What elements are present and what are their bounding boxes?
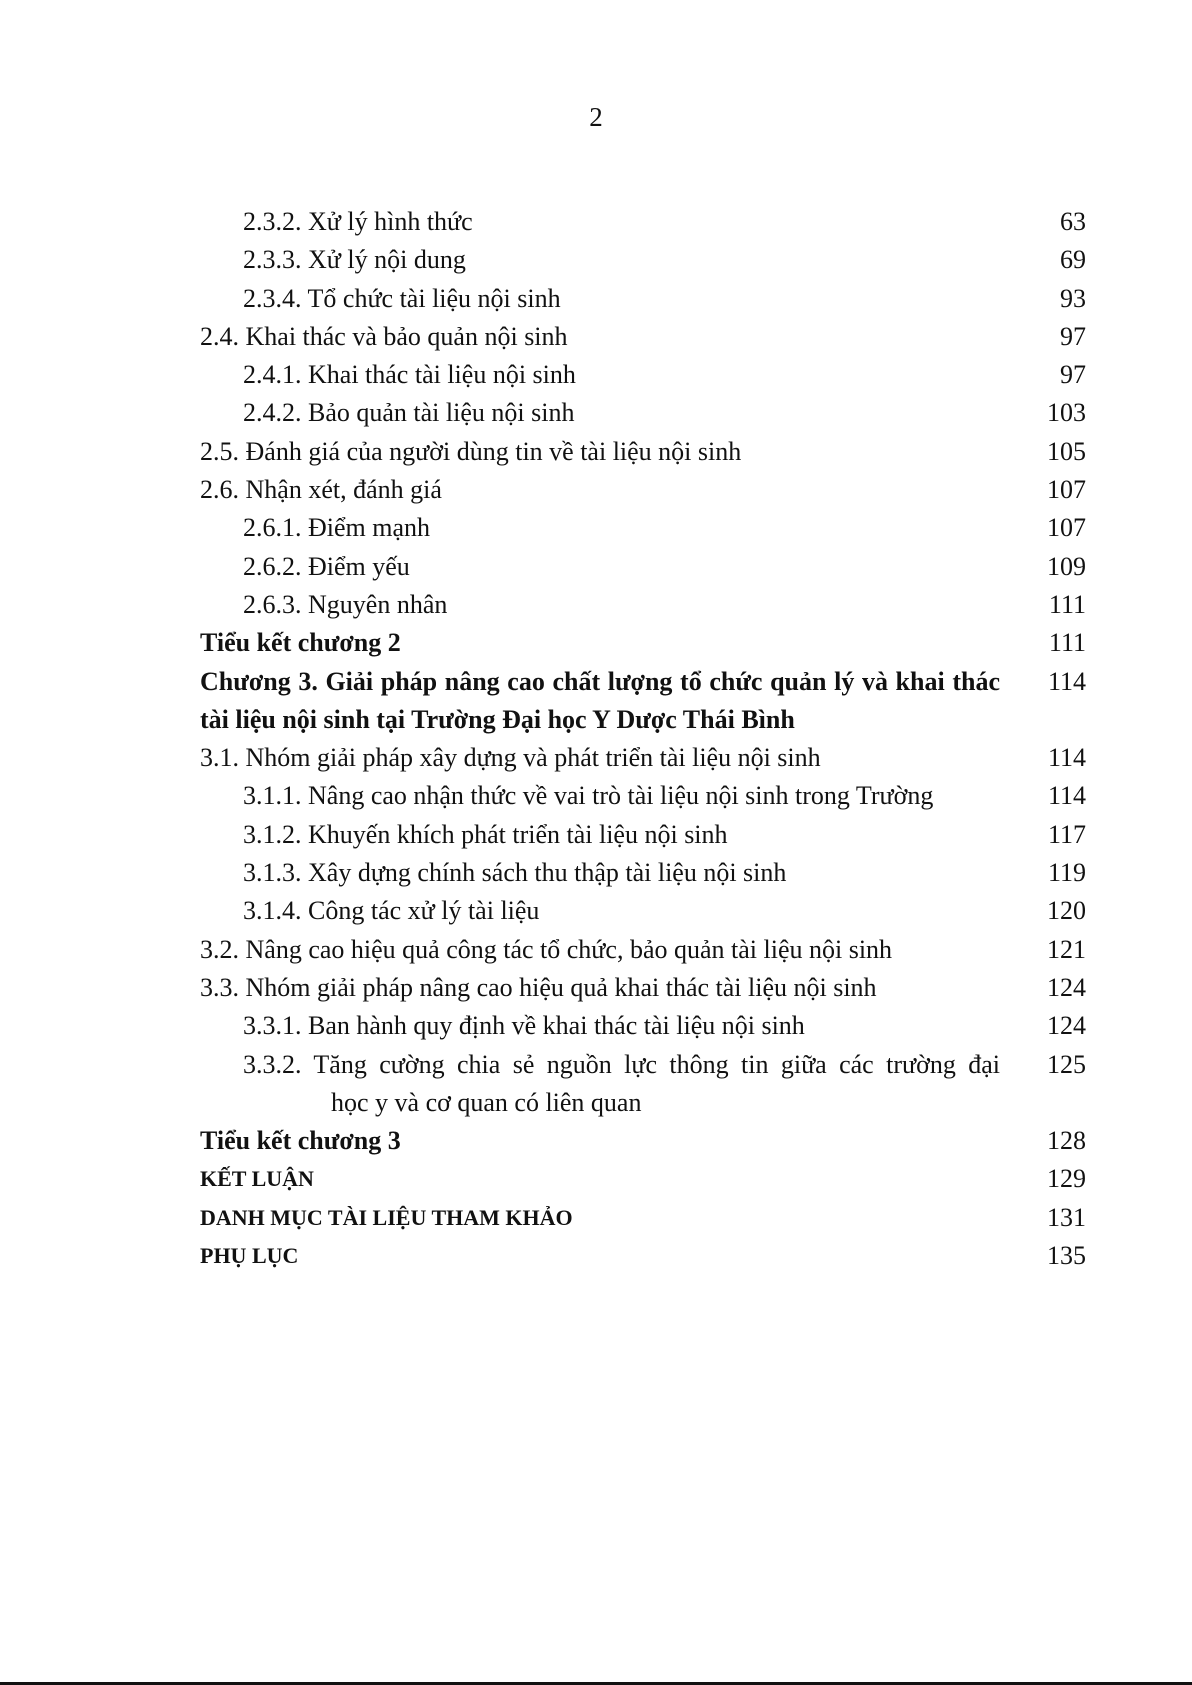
page-number: 2 bbox=[589, 102, 603, 132]
toc-entry-title: Tiểu kết chương 3 bbox=[200, 1126, 401, 1156]
toc-entry-2-3-3[interactable] bbox=[200, 241, 1086, 279]
toc-entry-page: 63 bbox=[1060, 207, 1086, 236]
toc-entry-page: 121 bbox=[1047, 934, 1086, 964]
toc-entry-2-4[interactable] bbox=[200, 318, 1086, 356]
toc-entry-page: 103 bbox=[1047, 398, 1086, 428]
toc-entry-references[interactable] bbox=[200, 1199, 1086, 1237]
toc-entry-title: 2.3.4. Tổ chức tài liệu nội sinh bbox=[243, 283, 561, 313]
toc-entry-page: 107 bbox=[1047, 475, 1086, 505]
toc-entry-page: 107 bbox=[1047, 513, 1086, 543]
toc-entry-page: 109 bbox=[1047, 551, 1086, 581]
toc-entry-page: 114 bbox=[1047, 743, 1086, 773]
toc-entry-title: 3.1.1. Nâng cao nhận thức về vai trò tài liệu nội sinh trong Trường bbox=[243, 781, 934, 811]
toc-entry-chapter-3-summary[interactable] bbox=[200, 1122, 1086, 1160]
toc-entry-page: 93 bbox=[1060, 283, 1086, 313]
toc-entry-title: DANH MỤC TÀI LIỆU THAM KHẢO bbox=[200, 1204, 573, 1230]
toc-entry-2-6-2[interactable] bbox=[200, 548, 1086, 586]
toc-entry-3-1-2[interactable] bbox=[200, 816, 1086, 854]
toc-entry-title: 2.3.2. Xử lý hình thức bbox=[243, 207, 473, 236]
toc-entry-2-6-1[interactable] bbox=[200, 509, 1086, 547]
toc-entry-title: 2.4. Khai thác và bảo quản nội sinh bbox=[200, 321, 568, 351]
toc-entry-3-1-4[interactable] bbox=[200, 892, 1086, 930]
toc-entry-3-1-3[interactable] bbox=[200, 854, 1086, 892]
toc-entry-2-4-2[interactable] bbox=[200, 394, 1086, 432]
toc-entry-title: 3.1. Nhóm giải pháp xây dựng và phát triển tài liệu nội sinh bbox=[200, 743, 821, 773]
toc-entry-conclusion[interactable] bbox=[200, 1160, 1086, 1198]
toc-entry-2-3-4[interactable] bbox=[200, 280, 1086, 318]
toc-entry-page: 119 bbox=[1047, 858, 1086, 888]
toc-entry-page: 125 bbox=[1047, 1049, 1086, 1079]
toc-entry-title: 2.6.3. Nguyên nhân bbox=[243, 589, 448, 619]
toc-entry-page: 114 bbox=[1047, 781, 1086, 811]
toc-entry-title: PHỤ LỤC bbox=[200, 1243, 299, 1269]
toc-entry-3-1[interactable] bbox=[200, 739, 1086, 777]
toc-entry-3-3[interactable] bbox=[200, 969, 1086, 1007]
toc-entry-page: 124 bbox=[1047, 972, 1086, 1002]
toc-entry-chapter-2-summary[interactable] bbox=[200, 624, 1086, 662]
toc-entry-page: 114 bbox=[1047, 666, 1086, 696]
toc-entry-page: 111 bbox=[1048, 589, 1086, 619]
toc-entry-title: 2.5. Đánh giá của người dùng tin về tài liệu nội sinh bbox=[200, 436, 742, 466]
toc-entry-title bbox=[200, 1046, 1016, 1123]
toc-entry-2-6-3[interactable] bbox=[200, 586, 1086, 624]
toc-entry-title: 2.6. Nhận xét, đánh giá bbox=[200, 475, 442, 505]
toc-entry-title: 3.3.1. Ban hành quy định về khai thác tài liệu nội sinh bbox=[243, 1011, 805, 1041]
toc-entry-title: 3.1.3. Xây dựng chính sách thu thập tài liệu nội sinh bbox=[243, 858, 787, 888]
toc-entry-title: 2.4.2. Bảo quản tài liệu nội sinh bbox=[243, 398, 575, 428]
toc-entry-page: 128 bbox=[1047, 1126, 1086, 1156]
toc-entry-page: 111 bbox=[1048, 628, 1086, 658]
toc-entry-title: KẾT LUẬN bbox=[200, 1166, 314, 1192]
toc-entry-3-1-1[interactable] bbox=[200, 777, 1086, 815]
toc-entry-title: 2.4.1. Khai thác tài liệu nội sinh bbox=[243, 360, 576, 390]
toc-entry-appendix[interactable] bbox=[200, 1237, 1086, 1275]
table-of-contents bbox=[200, 203, 1086, 1275]
toc-entry-page: 124 bbox=[1047, 1011, 1086, 1041]
toc-entry-title: 2.6.1. Điểm mạnh bbox=[243, 513, 431, 543]
toc-entry-2-5[interactable] bbox=[200, 433, 1086, 471]
toc-entry-page: 69 bbox=[1060, 245, 1086, 275]
toc-entry-chapter-3[interactable] bbox=[200, 663, 1086, 740]
toc-entry-title: 3.3. Nhóm giải pháp nâng cao hiệu quả khai thác tài liệu nội sinh bbox=[200, 972, 877, 1002]
toc-entry-2-6[interactable] bbox=[200, 471, 1086, 509]
toc-entry-page: 120 bbox=[1047, 896, 1086, 926]
toc-entry-title: 3.1.4. Công tác xử lý tài liệu bbox=[243, 896, 540, 926]
toc-entry-2-3-2[interactable] bbox=[200, 203, 1086, 241]
toc-entry-title: Tiểu kết chương 2 bbox=[200, 628, 401, 658]
toc-entry-title: 2.6.2. Điểm yếu bbox=[243, 551, 410, 581]
toc-entry-title: Chương 3. Giải pháp nâng cao chất lượng tổ chức quản lý và khai thác tài liệu nội sinh tại Trường Đại học Y Dược Thái Bình bbox=[200, 666, 1000, 734]
toc-entry-page: 129 bbox=[1047, 1164, 1086, 1194]
toc-entry-title-line-2: học y và cơ quan có liên quan bbox=[331, 1087, 642, 1117]
toc-entry-2-4-1[interactable] bbox=[200, 356, 1086, 394]
toc-entry-page: 105 bbox=[1047, 436, 1086, 466]
toc-entry-page: 117 bbox=[1047, 819, 1086, 849]
toc-entry-title: 2.3.3. Xử lý nội dung bbox=[243, 245, 466, 275]
toc-entry-3-3-2[interactable] bbox=[200, 1046, 1086, 1123]
toc-entry-3-2[interactable] bbox=[200, 931, 1086, 969]
toc-entry-page: 97 bbox=[1060, 360, 1086, 390]
toc-entry-3-3-1[interactable] bbox=[200, 1007, 1086, 1045]
toc-entry-page: 97 bbox=[1060, 321, 1086, 351]
toc-entry-title-line-1: 3.3.2. Tăng cường chia sẻ nguồn lực thông tin giữa các trường đại bbox=[243, 1049, 1000, 1079]
toc-entry-title: 3.2. Nâng cao hiệu quả công tác tổ chức, bảo quản tài liệu nội sinh bbox=[200, 934, 893, 964]
toc-entry-page: 135 bbox=[1047, 1241, 1086, 1271]
toc-entry-page: 131 bbox=[1047, 1202, 1086, 1232]
toc-entry-title: 3.1.2. Khuyến khích phát triển tài liệu nội sinh bbox=[243, 819, 728, 849]
